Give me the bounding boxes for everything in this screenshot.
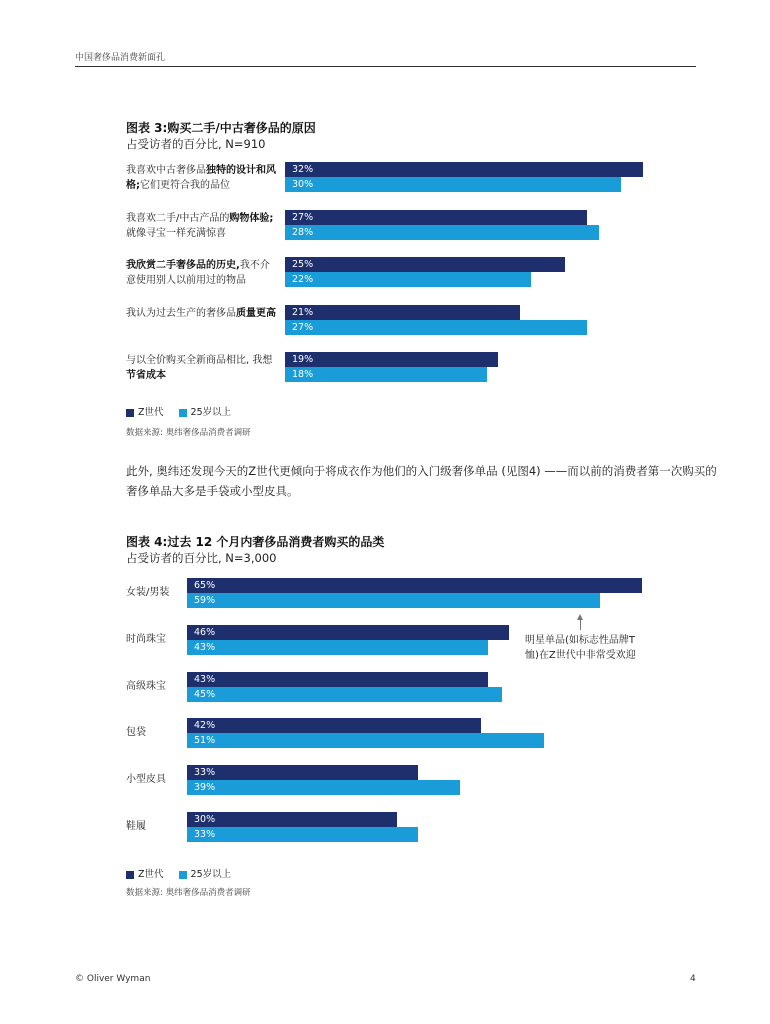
- figure4-legend: [126, 866, 243, 880]
- figure3-category-label: 我喜欢二手/中古产品的购物体验;就像寻宝一样充满惊喜: [126, 212, 274, 239]
- figure3-category-label: 我认为过去生产的奢侈品质量更高: [126, 307, 276, 319]
- figure3-bar-genz-value-label: 27%: [292, 211, 314, 223]
- legend-label-over25: 25岁以上: [190, 407, 232, 418]
- figure3-bar-genz-value-label: 25%: [292, 259, 314, 270]
- figure3-bar-genz: [285, 210, 587, 225]
- figure3-bar-over25: [285, 320, 587, 335]
- figure3-bar-genz-value-label: 21%: [292, 306, 314, 318]
- figure3-bar-over25: [285, 367, 487, 382]
- figure3-category-label: 与以全价购买全新商品相比, 我想节省成本: [126, 355, 273, 381]
- figure4-bar-over25-value-label: 59%: [194, 595, 216, 606]
- page-number: 4: [690, 974, 696, 984]
- figure4-bar-genz: [187, 625, 509, 640]
- legend-item-genz: [126, 404, 164, 418]
- figure4-bar-over25: [187, 733, 544, 748]
- figure4-bar-over25: [187, 593, 600, 608]
- figure3-bar-over25-value-label: 28%: [292, 226, 314, 238]
- figure4-source: 数据来源: 奥纬奢侈品消费者调研: [126, 888, 251, 898]
- figure4-bar-genz: [187, 718, 481, 733]
- figure3-bar-genz: [285, 305, 520, 320]
- figure3-bar-over25-value-label: 22%: [292, 274, 314, 285]
- figure4-bar-over25: [187, 687, 502, 702]
- legend-item-over25: [179, 866, 232, 880]
- figure4-bar-genz-value-label: 30%: [194, 814, 216, 825]
- figure3-subtitle: 占受访者的百分比, N=910: [126, 137, 266, 151]
- figure4-category-label: 时尚珠宝: [126, 633, 166, 645]
- figure4-bar-over25-value-label: 45%: [194, 688, 216, 700]
- footer-copyright: © Oliver Wyman: [75, 974, 151, 984]
- figure3-bar-genz-value-label: 32%: [292, 164, 314, 175]
- figure4-bar-over25: [187, 780, 460, 795]
- figure3-category-label: 我欣赏二手奢侈品的历史,我不介意使用别人以前用过的物品: [126, 260, 270, 286]
- legend-label-over25: 25岁以上: [190, 869, 232, 880]
- figure3-title: 图表 3:购买二手/中古奢侈品的原因: [126, 121, 316, 135]
- body-paragraph: 此外, 奥纬还发现今天的Z世代更倾向于将成衣作为他们的入门级奢侈单品 (见图4) ——而以前的消费者第一次购买的奢侈单品大多是手袋或小型皮具。: [126, 464, 717, 498]
- figure3-bar-genz: [285, 352, 498, 367]
- figure3-bar-genz: [285, 162, 643, 177]
- figure4-bar-genz: [187, 812, 397, 827]
- figure4-bar-genz: [187, 672, 488, 687]
- legend-swatch-genz: [126, 409, 134, 417]
- legend-swatch-over25: [179, 871, 187, 879]
- figure4-category-label: 小型皮具: [126, 774, 166, 786]
- figure3-bar-over25-value-label: 27%: [292, 321, 314, 333]
- figure3-bar-over25: [285, 225, 599, 240]
- figure4-bar-genz-value-label: 65%: [194, 580, 216, 591]
- figure4-bar-genz: [187, 765, 418, 780]
- figure3-bar-over25-value-label: 30%: [292, 179, 314, 190]
- figure3-bar-genz: [285, 257, 565, 272]
- figure4-bar-over25: [187, 640, 488, 655]
- figure3-bar-genz-value-label: 19%: [292, 354, 314, 365]
- legend-label-genz: Z世代: [138, 869, 164, 880]
- figure3-source: 数据来源: 奥纬奢侈品消费者调研: [126, 428, 251, 438]
- figure4-category-label: 鞋履: [126, 821, 146, 832]
- figure4-annotation: 明星单品(如标志性品牌T恤)在Z世代中非常受欢迎: [525, 635, 636, 661]
- legend-label-genz: Z世代: [138, 407, 164, 418]
- running-header: 中国奢侈品消费新面孔: [75, 53, 166, 63]
- figure4-bar-over25-value-label: 39%: [194, 782, 216, 794]
- figure4-bar-genz: [187, 578, 642, 593]
- figure3-legend: [126, 404, 243, 418]
- annotation-arrow-line: [580, 619, 581, 630]
- figure4-bar-genz-value-label: 43%: [194, 673, 216, 685]
- figure4-subtitle: 占受访者的百分比, N=3,000: [126, 551, 277, 565]
- figure4-bar-over25-value-label: 43%: [194, 641, 216, 653]
- figure3-bar-over25-value-label: 18%: [292, 369, 314, 380]
- figure4-title: 图表 4:过去 12 个月内奢侈品消费者购买的品类: [126, 535, 385, 549]
- figure4-category-label: 高级珠宝: [126, 680, 166, 692]
- figure3-bar-over25: [285, 177, 621, 192]
- figure3-bar-over25: [285, 272, 531, 287]
- header-divider: [75, 66, 696, 67]
- figure4-bar-over25: [187, 827, 418, 842]
- figure3-category-label: 我喜欢中古奢侈品独特的设计和风格;它们更符合我的品位: [126, 165, 276, 191]
- figure4-bar-over25-value-label: 51%: [194, 735, 216, 747]
- figure4-bar-over25-value-label: 33%: [194, 829, 216, 840]
- figure4-bar-genz-value-label: 42%: [194, 720, 216, 732]
- legend-swatch-genz: [126, 871, 134, 879]
- figure4-category-label: 包袋: [126, 727, 146, 739]
- figure4-bar-genz-value-label: 46%: [194, 626, 216, 638]
- legend-swatch-over25: [179, 409, 187, 417]
- figure4-bar-genz-value-label: 33%: [194, 767, 216, 779]
- legend-item-genz: [126, 866, 164, 880]
- figure4-category-label: 女装/男装: [126, 587, 170, 598]
- legend-item-over25: [179, 404, 232, 418]
